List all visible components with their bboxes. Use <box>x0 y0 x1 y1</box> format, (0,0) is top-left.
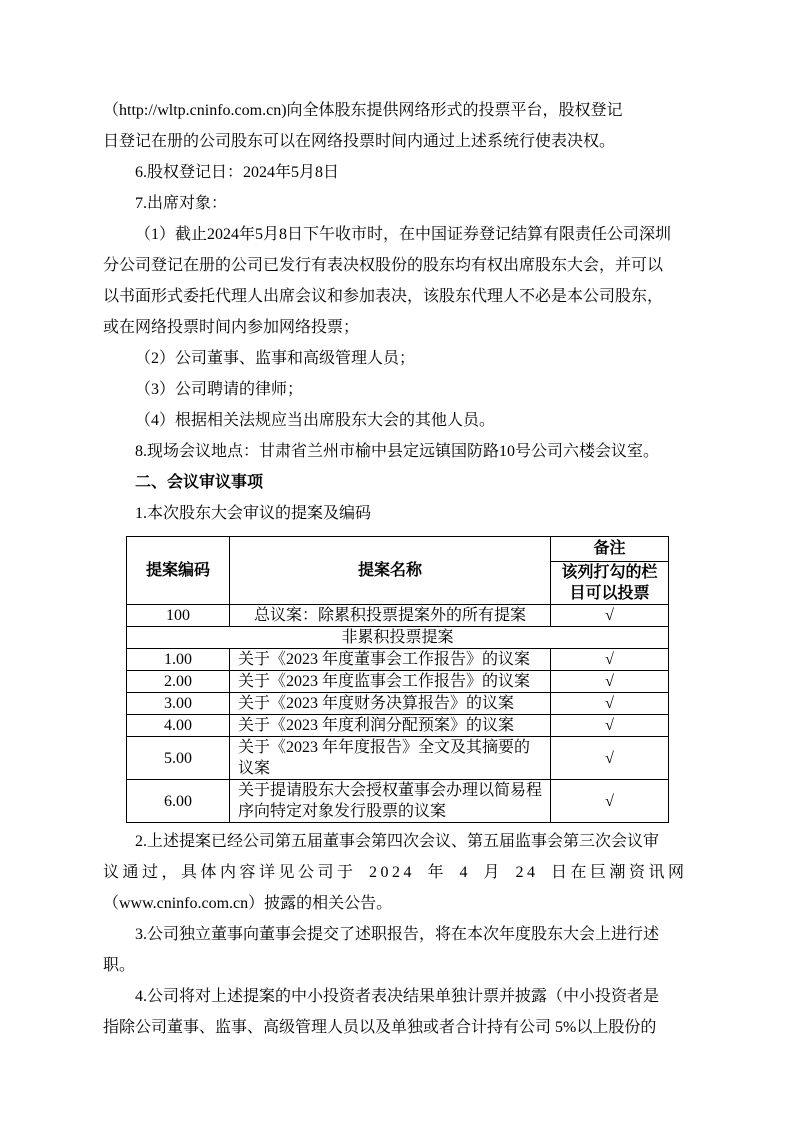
body-line: 以书面形式委托代理人出席会议和参加表决，该股东代理人不必是本公司股东， <box>103 288 664 305</box>
body-line: 3.公司独立董事向董事会提交了述职报告，将在本次年度股东大会上进行述 <box>135 926 660 943</box>
proposal-check-mark: √ <box>551 715 669 737</box>
proposal-code: 1.00 <box>127 649 230 671</box>
body-line: 1.本次股东大会审议的提案及编码 <box>135 505 372 522</box>
body-line: 2.上述提案已经公司第五届董事会第四次会议、第五届监事会第三次会议审 <box>135 833 660 850</box>
proposal-name: 关于提请股东大会授权董事会办理以简易程序向特定对象发行股票的议案 <box>230 780 551 823</box>
proposal-check-mark: √ <box>551 605 669 627</box>
proposals-table-header <box>127 537 669 605</box>
proposal-row <box>127 715 669 737</box>
proposal-code: 100 <box>127 605 230 627</box>
proposals-table <box>126 536 669 823</box>
proposal-check-mark: √ <box>551 671 669 693</box>
column-header-proposal-code: 提案编码 <box>127 537 230 605</box>
body-line: 分公司登记在册的公司已发行有表决权股份的股东均有权出席股东大会，并可以 <box>103 257 664 274</box>
body-text-bottom <box>103 826 688 1043</box>
body-line: 7.出席对象： <box>135 195 228 212</box>
body-line: （4）根据相关法规应当出席股东大会的其他人员。 <box>135 412 496 429</box>
proposal-name: 总议案：除累积投票提案外的所有提案 <box>230 605 551 627</box>
proposal-name: 关于《2023 年年度报告》全文及其摘要的议案 <box>230 737 551 780</box>
section-row <box>127 627 669 649</box>
body-line: （2）公司董事、监事和高级管理人员； <box>135 350 416 367</box>
proposal-code: 5.00 <box>127 737 230 780</box>
proposal-row <box>127 671 669 693</box>
body-line: （www.cninfo.com.cn）披露的相关公告。 <box>103 895 393 912</box>
proposal-check-mark: √ <box>551 780 669 823</box>
proposal-check-mark: √ <box>551 649 669 671</box>
proposal-row <box>127 605 669 627</box>
document-content <box>103 95 688 1043</box>
body-text-top <box>103 95 681 529</box>
section-heading: 二、会议审议事项 <box>135 474 264 491</box>
body-line: 职。 <box>103 957 136 974</box>
proposal-name: 关于《2023 年度财务决算报告》的议案 <box>230 693 551 715</box>
proposal-check-mark: √ <box>551 737 669 780</box>
body-line: 议通过，具体内容详见公司于 2024 年 4 月 24 日在巨潮资讯网 <box>103 864 688 881</box>
body-line: （1）截止2024年5月8日下午收市时，在中国证券登记结算有限责任公司深圳 <box>135 226 672 243</box>
proposal-row <box>127 649 669 671</box>
proposal-code: 2.00 <box>127 671 230 693</box>
proposal-row <box>127 737 669 780</box>
body-line: （3）公司聘请的律师； <box>135 381 304 398</box>
proposal-name: 关于《2023 年度利润分配预案》的议案 <box>230 715 551 737</box>
column-header-remark-note: 该列打勾的栏目可以投票 <box>551 562 669 605</box>
body-line: 指除公司董事、监事、高级管理人员以及单独或者合计持有公司 5%以上股份的 <box>103 1019 657 1036</box>
proposal-row <box>127 780 669 823</box>
proposal-row <box>127 693 669 715</box>
body-line: 日登记在册的公司股东可以在网络投票时间内通过上述系统行使表决权。 <box>103 133 616 150</box>
column-header-proposal-name: 提案名称 <box>230 537 551 605</box>
body-line: 4.公司将对上述提案的中小投资者表决结果单独计票并披露（中小投资者是 <box>135 988 660 1005</box>
proposal-name: 关于《2023 年度董事会工作报告》的议案 <box>230 649 551 671</box>
body-line: 或在网络投票时间内参加网络投票； <box>103 319 360 336</box>
proposal-code: 4.00 <box>127 715 230 737</box>
proposals-table-body <box>127 605 669 823</box>
body-line: 8.现场会议地点：甘肃省兰州市榆中县定远镇国防路10号公司六楼会议室。 <box>135 443 660 460</box>
body-line: （http://wltp.cninfo.com.cn)向全体股东提供网络形式的投票平台，股权登记 <box>103 102 623 119</box>
proposal-name: 关于《2023 年度监事会工作报告》的议案 <box>230 671 551 693</box>
body-line: 6.股权登记日：2024年5月8日 <box>135 164 340 181</box>
proposal-code: 3.00 <box>127 693 230 715</box>
proposal-check-mark: √ <box>551 693 669 715</box>
section-row-label: 非累积投票提案 <box>127 627 669 649</box>
column-header-remark: 备注 <box>551 537 669 562</box>
proposal-code: 6.00 <box>127 780 230 823</box>
